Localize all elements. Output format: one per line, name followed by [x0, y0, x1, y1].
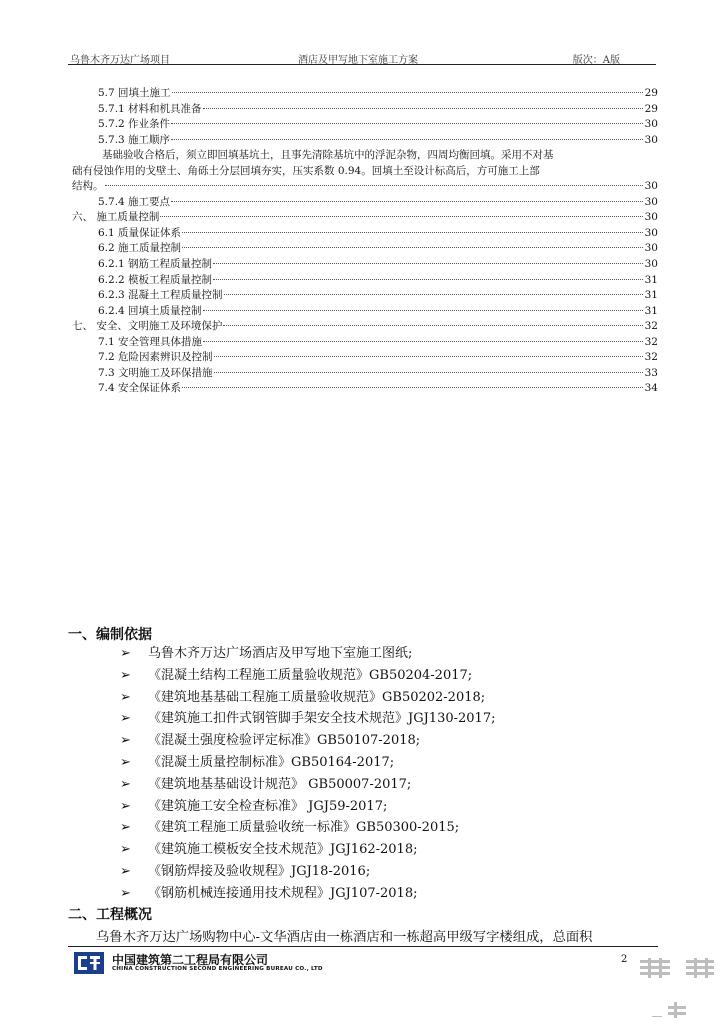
- toc-entry-page: 31: [644, 289, 658, 302]
- toc-entry-title: 6.2.1 钢筋工程质量控制: [98, 258, 213, 271]
- toc-entry[interactable]: [72, 241, 658, 257]
- toc-entry-title: 七、 安全、文明施工及环境保护: [72, 320, 223, 333]
- toc-entry-title: 5.7 回填土施工: [98, 87, 171, 99]
- list-item-text: 《混凝土强度检验评定标准》GB50107-2018;: [148, 733, 421, 749]
- toc-entry[interactable]: [72, 350, 658, 366]
- toc-entry-title: 6.2 施工质量控制: [98, 242, 182, 255]
- toc-entry-title: 7.4 安全保证体系: [98, 382, 182, 395]
- toc-entry-title: 7.2 危险因素辨识及控制: [98, 351, 213, 364]
- toc-leader: [182, 387, 643, 388]
- toc-entry-page: 32: [644, 320, 658, 333]
- toc-leader: [213, 263, 643, 264]
- page-number: 2: [621, 954, 628, 965]
- toc-leader: [172, 92, 643, 93]
- toc-entry-page: 32: [644, 335, 658, 348]
- toc-leader: [171, 139, 643, 140]
- arrow-bullet-icon: ➢: [120, 733, 131, 749]
- arrow-bullet-icon: ➢: [120, 863, 131, 879]
- toc-leader: [224, 294, 643, 295]
- list-item-text: 《钢筋焊接及验收规程》JGJ18-2016;: [148, 863, 371, 879]
- toc-entry-title: 5.7.4 施工要点: [98, 195, 171, 208]
- list-item-text: 《建筑施工模板安全技术规范》JGJ162-2018;: [148, 842, 418, 858]
- company-name-cn: 中国建筑第二工程局有限公司: [112, 953, 269, 967]
- toc-entry-page: 30: [644, 118, 658, 131]
- toc-entry[interactable]: [72, 319, 658, 335]
- logo-mark-icon: [74, 952, 104, 974]
- toc-entry[interactable]: [72, 335, 658, 351]
- toc-entry-page: 33: [644, 366, 658, 379]
- toc-entry[interactable]: [72, 117, 658, 133]
- toc-entry[interactable]: [72, 366, 658, 382]
- toc-wrapped-line: 基础验收合格后，须立即回填基坑土，且事先清除基坑中的浮泥杂物，四周均衡回填。采用不对基: [102, 149, 554, 162]
- toc-entry[interactable]: [72, 133, 658, 149]
- arrow-bullet-icon: ➢: [120, 689, 131, 705]
- toc-entry-page: 30: [644, 226, 658, 239]
- arrow-bullet-icon: ➢: [120, 798, 131, 814]
- toc-entry-title: 6.2.4 回填土质量控制: [98, 304, 202, 317]
- list-item-text: 《建筑施工扣件式钢管脚手架安全技术规范》JGJ130-2017;: [148, 711, 496, 727]
- toc-leader: [160, 216, 643, 217]
- toc-entry[interactable]: [72, 288, 658, 304]
- list-item: [120, 752, 495, 774]
- toc-entry-page: 29: [644, 102, 658, 115]
- company-name-en: CHINA CONSTRUCTION SECOND ENGINEERING BUREAU CO., LTD: [112, 966, 323, 972]
- section-heading-basis: 一、编制依据: [68, 627, 152, 643]
- toc-leader: [182, 232, 643, 233]
- toc-leader: [203, 108, 643, 109]
- arrow-bullet-icon: ➢: [120, 820, 131, 836]
- toc-entry[interactable]: [72, 304, 658, 320]
- list-item: [120, 796, 495, 818]
- list-item: [120, 861, 495, 883]
- list-item-text: 《建筑施工安全检查标准》 JGJ59-2017;: [148, 798, 388, 814]
- arrow-bullet-icon: ➢: [120, 711, 131, 727]
- toc-leader: [214, 372, 643, 373]
- toc-entry-page: 30: [644, 180, 658, 193]
- toc-leader: [105, 185, 644, 186]
- toc-wrapped-entry[interactable]: [72, 148, 658, 195]
- toc-entry-page: 30: [644, 133, 658, 146]
- toc-entry-page: 34: [644, 382, 658, 395]
- toc-entry-page: 30: [644, 242, 658, 255]
- list-item: [120, 730, 495, 752]
- toc-entry-title: 5.7.3 施工顺序: [98, 133, 171, 146]
- toc-entry-page: 29: [644, 87, 658, 99]
- toc-leader: [223, 325, 643, 326]
- toc-leader: [203, 310, 643, 311]
- arrow-bullet-icon: ➢: [120, 842, 131, 858]
- header-version: 版次：A版: [572, 55, 620, 66]
- list-item: [120, 774, 495, 796]
- section-heading-overview: 二、工程概况: [68, 907, 152, 923]
- arrow-bullet-icon: ➢: [120, 646, 131, 661]
- company-logo-icon: [74, 952, 104, 974]
- toc-entry-title: 6.1 质量保证体系: [98, 226, 182, 239]
- toc-leader: [171, 201, 643, 202]
- reference-list: [120, 643, 495, 905]
- arrow-bullet-icon: ➢: [120, 776, 131, 792]
- toc-entry[interactable]: [72, 273, 658, 289]
- toc-entry-page: 30: [644, 211, 658, 224]
- list-item: [120, 708, 495, 730]
- toc-entry-title: 结构。: [72, 180, 104, 193]
- header-document-title: 酒店及甲写地下室施工方案: [298, 55, 418, 66]
- toc-wrapped-line: 础有侵蚀作用的戈壁土、角砾土分层回填夯实，压实系数 0.94。回填土至设计标高后，方可施工上部: [72, 164, 540, 177]
- arrow-bullet-icon: ➢: [120, 754, 131, 770]
- list-item-text: 《建筑工程施工质量验收统一标准》GB50300-2015;: [148, 820, 460, 836]
- toc-entry[interactable]: [72, 257, 658, 273]
- toc-leader: [182, 247, 643, 248]
- toc-leader: [203, 341, 643, 342]
- list-item: [120, 643, 495, 665]
- arrow-bullet-icon: ➢: [120, 885, 131, 901]
- toc-entry-page: 30: [644, 258, 658, 271]
- list-item-text: 《混凝土结构工程施工质量验收规范》GB50204-2017;: [148, 667, 473, 683]
- list-item: [120, 687, 495, 709]
- toc-entry-page: 31: [644, 273, 658, 286]
- scan-watermark-icon: [638, 950, 724, 1024]
- arrow-bullet-icon: ➢: [120, 667, 131, 683]
- toc-leader: [213, 279, 643, 280]
- toc-entry-page: 31: [644, 304, 658, 317]
- toc-entry-title: 7.3 文明施工及环保措施: [98, 366, 213, 379]
- toc-entry[interactable]: [72, 381, 658, 397]
- list-item: [120, 839, 495, 861]
- overview-paragraph: 乌鲁木齐万达广场购物中心-文华酒店由一栋酒店和一栋超高甲级写字楼组成，总面积: [96, 930, 593, 945]
- list-item: [120, 665, 495, 687]
- toc-leader: [214, 356, 643, 357]
- toc-entry-page: 32: [644, 351, 658, 364]
- list-item-text: 《建筑地基基础工程施工质量验收规范》GB50202-2018;: [148, 689, 486, 705]
- toc-entry-page: 30: [644, 195, 658, 208]
- list-item-text: 《混凝土质量控制标准》GB50164-2017;: [148, 754, 395, 770]
- toc-entry-title: 6.2.2 模板工程质量控制: [98, 273, 213, 286]
- toc-leader: [171, 123, 643, 124]
- list-item: [120, 817, 495, 839]
- toc-entry[interactable]: [72, 102, 658, 118]
- list-item-text: 乌鲁木齐万达广场酒店及甲写地下室施工图纸;: [148, 646, 413, 661]
- page-header: [68, 48, 656, 65]
- toc-entry-title: 5.7.1 材料和机具准备: [98, 102, 202, 115]
- toc-entry[interactable]: [72, 226, 658, 242]
- header-project-name: 乌鲁木齐万达广场项目: [70, 55, 170, 66]
- list-item-text: 《钢筋机械连接通用技术规程》JGJ107-2018;: [148, 885, 418, 901]
- toc-entry[interactable]: [72, 195, 658, 211]
- list-item-text: 《建筑地基基础设计规范》 GB50007-2017;: [148, 776, 412, 792]
- toc-entry-title: 7.1 安全管理具体措施: [98, 335, 203, 348]
- toc-entry[interactable]: [72, 86, 658, 102]
- table-of-contents: [72, 86, 658, 397]
- toc-wrapped-last-line: [72, 179, 658, 195]
- toc-entry-title: 5.7.2 作业条件: [98, 118, 171, 131]
- list-item: [120, 883, 495, 905]
- footer-divider: [68, 946, 658, 947]
- toc-entry-title: 六、 施工质量控制: [72, 211, 160, 224]
- toc-entry[interactable]: [72, 210, 658, 226]
- toc-entry-title: 6.2.3 混凝土工程质量控制: [98, 289, 223, 302]
